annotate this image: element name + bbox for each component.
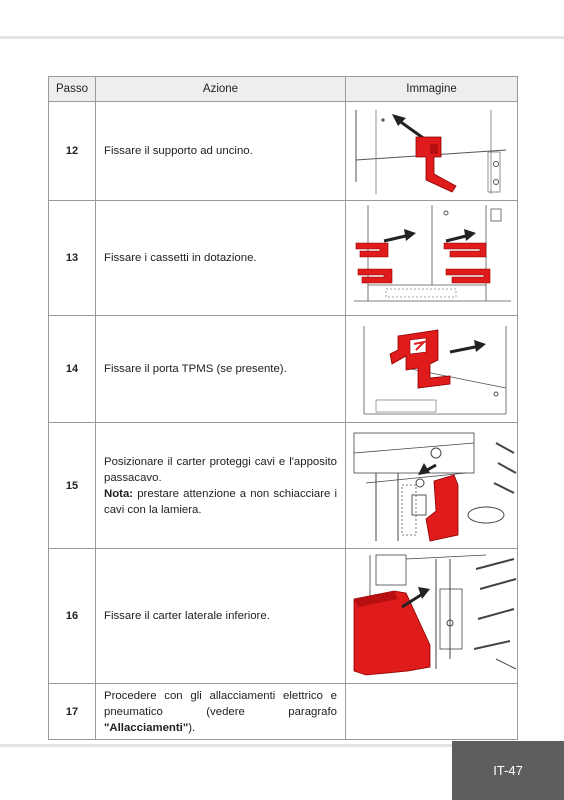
step-number: 14 [49,316,96,423]
lower-side-guard-illustration [346,549,518,683]
step-image [346,423,518,549]
step-number: 13 [49,201,96,316]
step-image [346,201,518,316]
table-row [49,423,518,549]
step-action: Fissare il carter laterale inferiore. [96,549,346,684]
step-action: Fissare i cassetti in dotazione. [96,201,346,316]
header-step: Passo [49,77,96,102]
step-image [346,316,518,423]
tpms-holder-illustration [346,316,518,422]
action-text-end: ). [188,721,196,734]
table-row [49,549,518,684]
table-row [49,201,518,316]
step-number: 15 [49,423,96,549]
step-number: 16 [49,549,96,684]
step-action: Fissare il supporto ad uncino. [96,102,346,201]
page-number: IT-47 [452,741,564,800]
step-number: 12 [49,102,96,201]
step-image [346,102,518,201]
steps-table [48,76,518,740]
step-image-empty [346,684,518,740]
step-number: 17 [49,684,96,740]
step-image [346,549,518,684]
hook-support-illustration [346,102,518,200]
section-reference: "Allacciamenti" [104,721,189,734]
action-text: Procedere con gli allacciamenti elettrico e pneumatico (vedere paragrafo [104,689,337,718]
cable-guard-illustration [346,423,518,548]
step-action: Fissare il porta TPMS (se presente). [96,316,346,423]
note-label: Nota: [104,487,134,500]
step-action [96,423,346,549]
table-row [49,684,518,740]
note-text: prestare attenzione a non schiacciare i cavi con la lamiera. [104,487,337,516]
table-row [49,102,518,201]
header-image: Immagine [346,77,518,102]
table-row [49,316,518,423]
drawers-illustration [346,201,518,315]
action-text: Posizionare il carter proteggi cavi e l'apposito passacavo. [104,455,337,484]
table-header-row [49,77,518,102]
step-action [96,684,346,740]
header-action: Azione [96,77,346,102]
top-divider [0,36,564,39]
